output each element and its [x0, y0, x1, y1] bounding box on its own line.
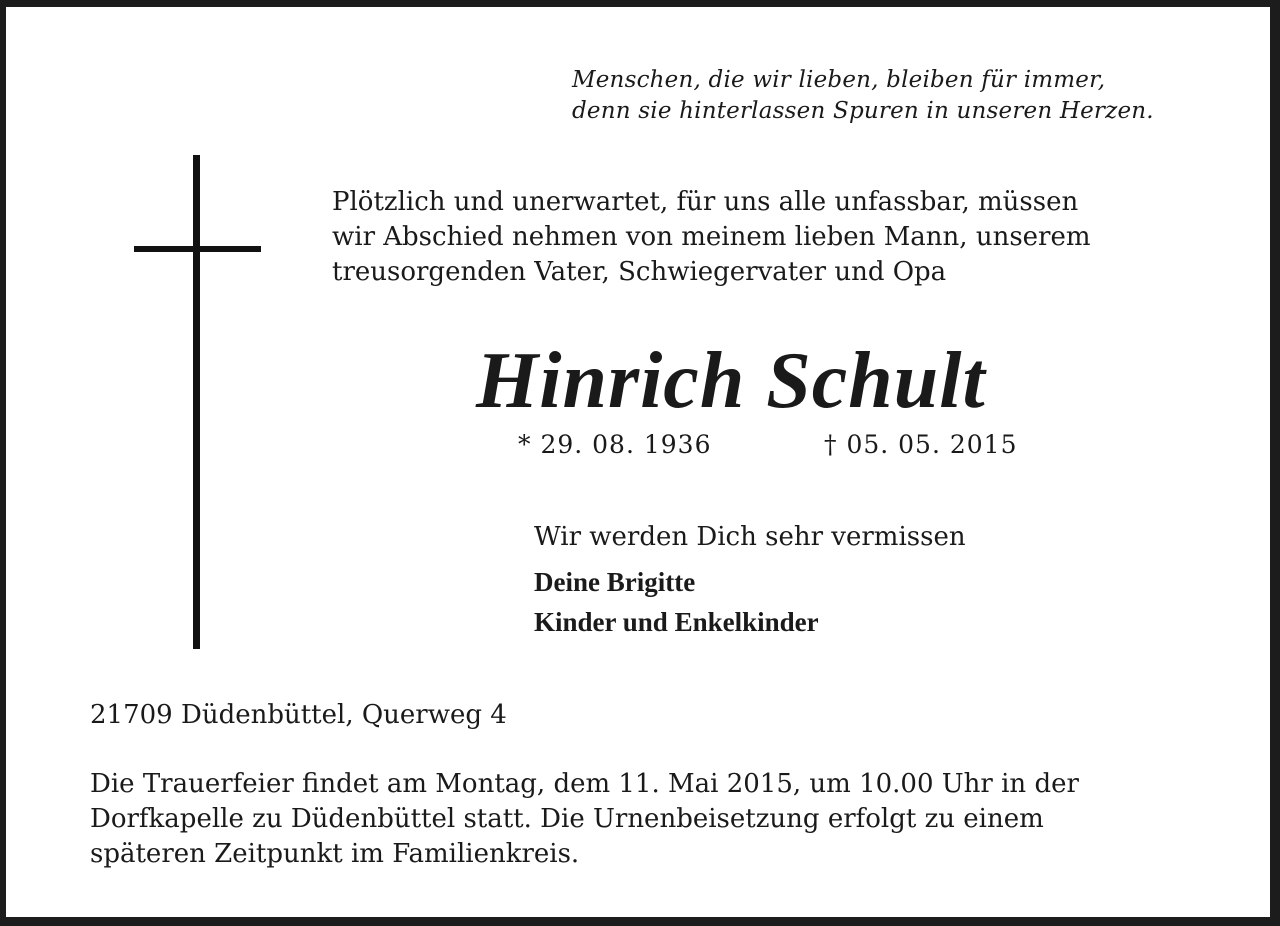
death-date: † 05. 05. 2015: [824, 430, 1018, 459]
cross-vertical-bar: [193, 155, 200, 649]
motto-quote: [572, 65, 1232, 127]
ceremony-line-3: späteren Zeitpunkt im Familienkreis.: [90, 839, 580, 869]
motto-line-1: Menschen, die wir lieben, bleiben für immer,: [572, 67, 1106, 93]
ceremony-line-2: Dorfkapelle zu Düdenbüttel statt. Die Urnenbeisetzung erfolgt zu einem: [90, 804, 1044, 834]
announcement-line-2: wir Abschied nehmen von meinem lieben Mann, unserem: [332, 222, 1091, 252]
signature-family: Kinder und Enkelkinder: [534, 607, 819, 637]
ceremony-line-1: Die Trauerfeier findet am Montag, dem 11. Mai 2015, um 10.00 Uhr in der: [90, 769, 1079, 799]
announcement-line-3: treusorgenden Vater, Schwiegervater und Opa: [332, 257, 947, 287]
cross-icon: [134, 155, 262, 649]
cross-horizontal-bar: [134, 246, 261, 252]
birth-date: * 29. 08. 1936: [518, 430, 712, 459]
deceased-name: Hinrich Schult: [476, 337, 986, 425]
ceremony-details: [90, 767, 1204, 872]
farewell-message: Wir werden Dich sehr vermissen: [534, 522, 966, 552]
announcement-line-1: Plötzlich und unerwartet, für uns alle unfassbar, müssen: [332, 187, 1079, 217]
signature-spouse: Deine Brigitte: [534, 567, 696, 597]
family-address: 21709 Düdenbüttel, Querweg 4: [90, 700, 507, 730]
announcement-text: [332, 185, 1208, 290]
motto-line-2: denn sie hinterlassen Spuren in unseren Herzen.: [572, 98, 1154, 124]
